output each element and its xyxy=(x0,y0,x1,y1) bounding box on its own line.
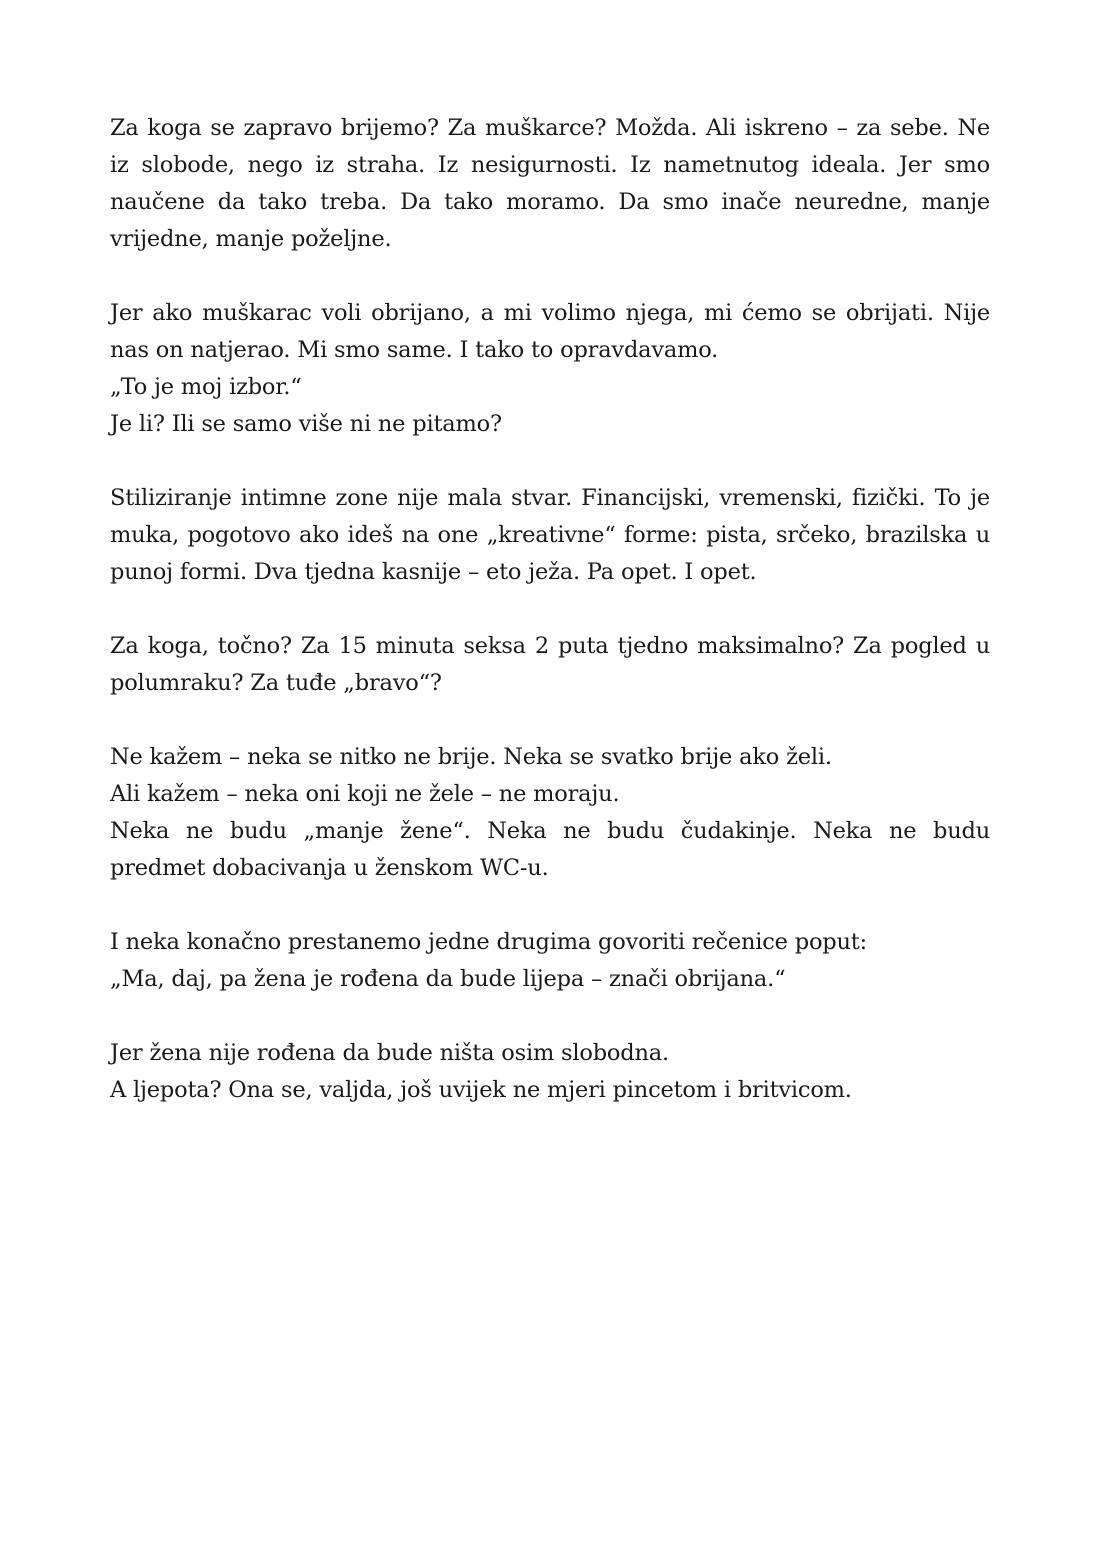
paragraph-5 xyxy=(110,739,990,887)
text-line: Stiliziranje intimne zone nije mala stvar. Financijski, vremenski, fizički. To je xyxy=(110,485,990,511)
text-line: I neka konačno prestanemo jedne drugima govoriti rečenice poput: xyxy=(110,929,868,955)
paragraph-6 xyxy=(110,924,990,998)
document-page xyxy=(110,110,990,1146)
text-line: Za koga se zapravo brijemo? Za muškarce? Možda. Ali iskreno – za sebe. Ne xyxy=(110,115,990,141)
text-line: Jer ako muškarac voli obrijano, a mi volimo njega, mi ćemo se obrijati. Nije xyxy=(110,300,990,326)
text-line: polumraku? Za tuđe „bravo“? xyxy=(110,670,442,696)
text-line: nas on natjerao. Mi smo same. I tako to opravdavamo. xyxy=(110,337,719,363)
paragraph-7 xyxy=(110,1035,990,1109)
paragraph-1 xyxy=(110,110,990,258)
text-line: Jer žena nije rođena da bude ništa osim slobodna. xyxy=(110,1040,669,1066)
paragraph-2 xyxy=(110,295,990,443)
text-line: Za koga, točno? Za 15 minuta seksa 2 puta tjedno maksimalno? Za pogled u xyxy=(110,633,990,659)
paragraph-4 xyxy=(110,628,990,702)
text-line: iz slobode, nego iz straha. Iz nesigurnosti. Iz nametnutog ideala. Jer smo xyxy=(110,152,990,178)
text-line: vrijedne, manje poželjne. xyxy=(110,226,392,252)
text-line: predmet dobacivanja u ženskom WC-u. xyxy=(110,855,549,881)
text-line: Ali kažem – neka oni koji ne žele – ne moraju. xyxy=(110,781,620,807)
text-line: naučene da tako treba. Da tako moramo. Da smo inače neuredne, manje xyxy=(110,189,990,215)
text-line: „To je moj izbor.“ xyxy=(110,374,302,400)
text-line: punoj formi. Dva tjedna kasnije – eto ježa. Pa opet. I opet. xyxy=(110,559,757,585)
text-line: Je li? Ili se samo više ni ne pitamo? xyxy=(110,411,502,437)
text-line: Ne kažem – neka se nitko ne brije. Neka se svatko brije ako želi. xyxy=(110,744,832,770)
paragraph-3 xyxy=(110,480,990,591)
text-line: „Ma, daj, pa žena je rođena da bude lijepa – znači obrijana.“ xyxy=(110,966,786,992)
text-line: muka, pogotovo ako ideš na one „kreativne“ forme: pista, srčeko, brazilska u xyxy=(110,522,990,548)
text-line: A ljepota? Ona se, valjda, još uvijek ne mjeri pincetom i britvicom. xyxy=(110,1077,852,1103)
text-line: Neka ne budu „manje žene“. Neka ne budu čudakinje. Neka ne budu xyxy=(110,818,990,844)
